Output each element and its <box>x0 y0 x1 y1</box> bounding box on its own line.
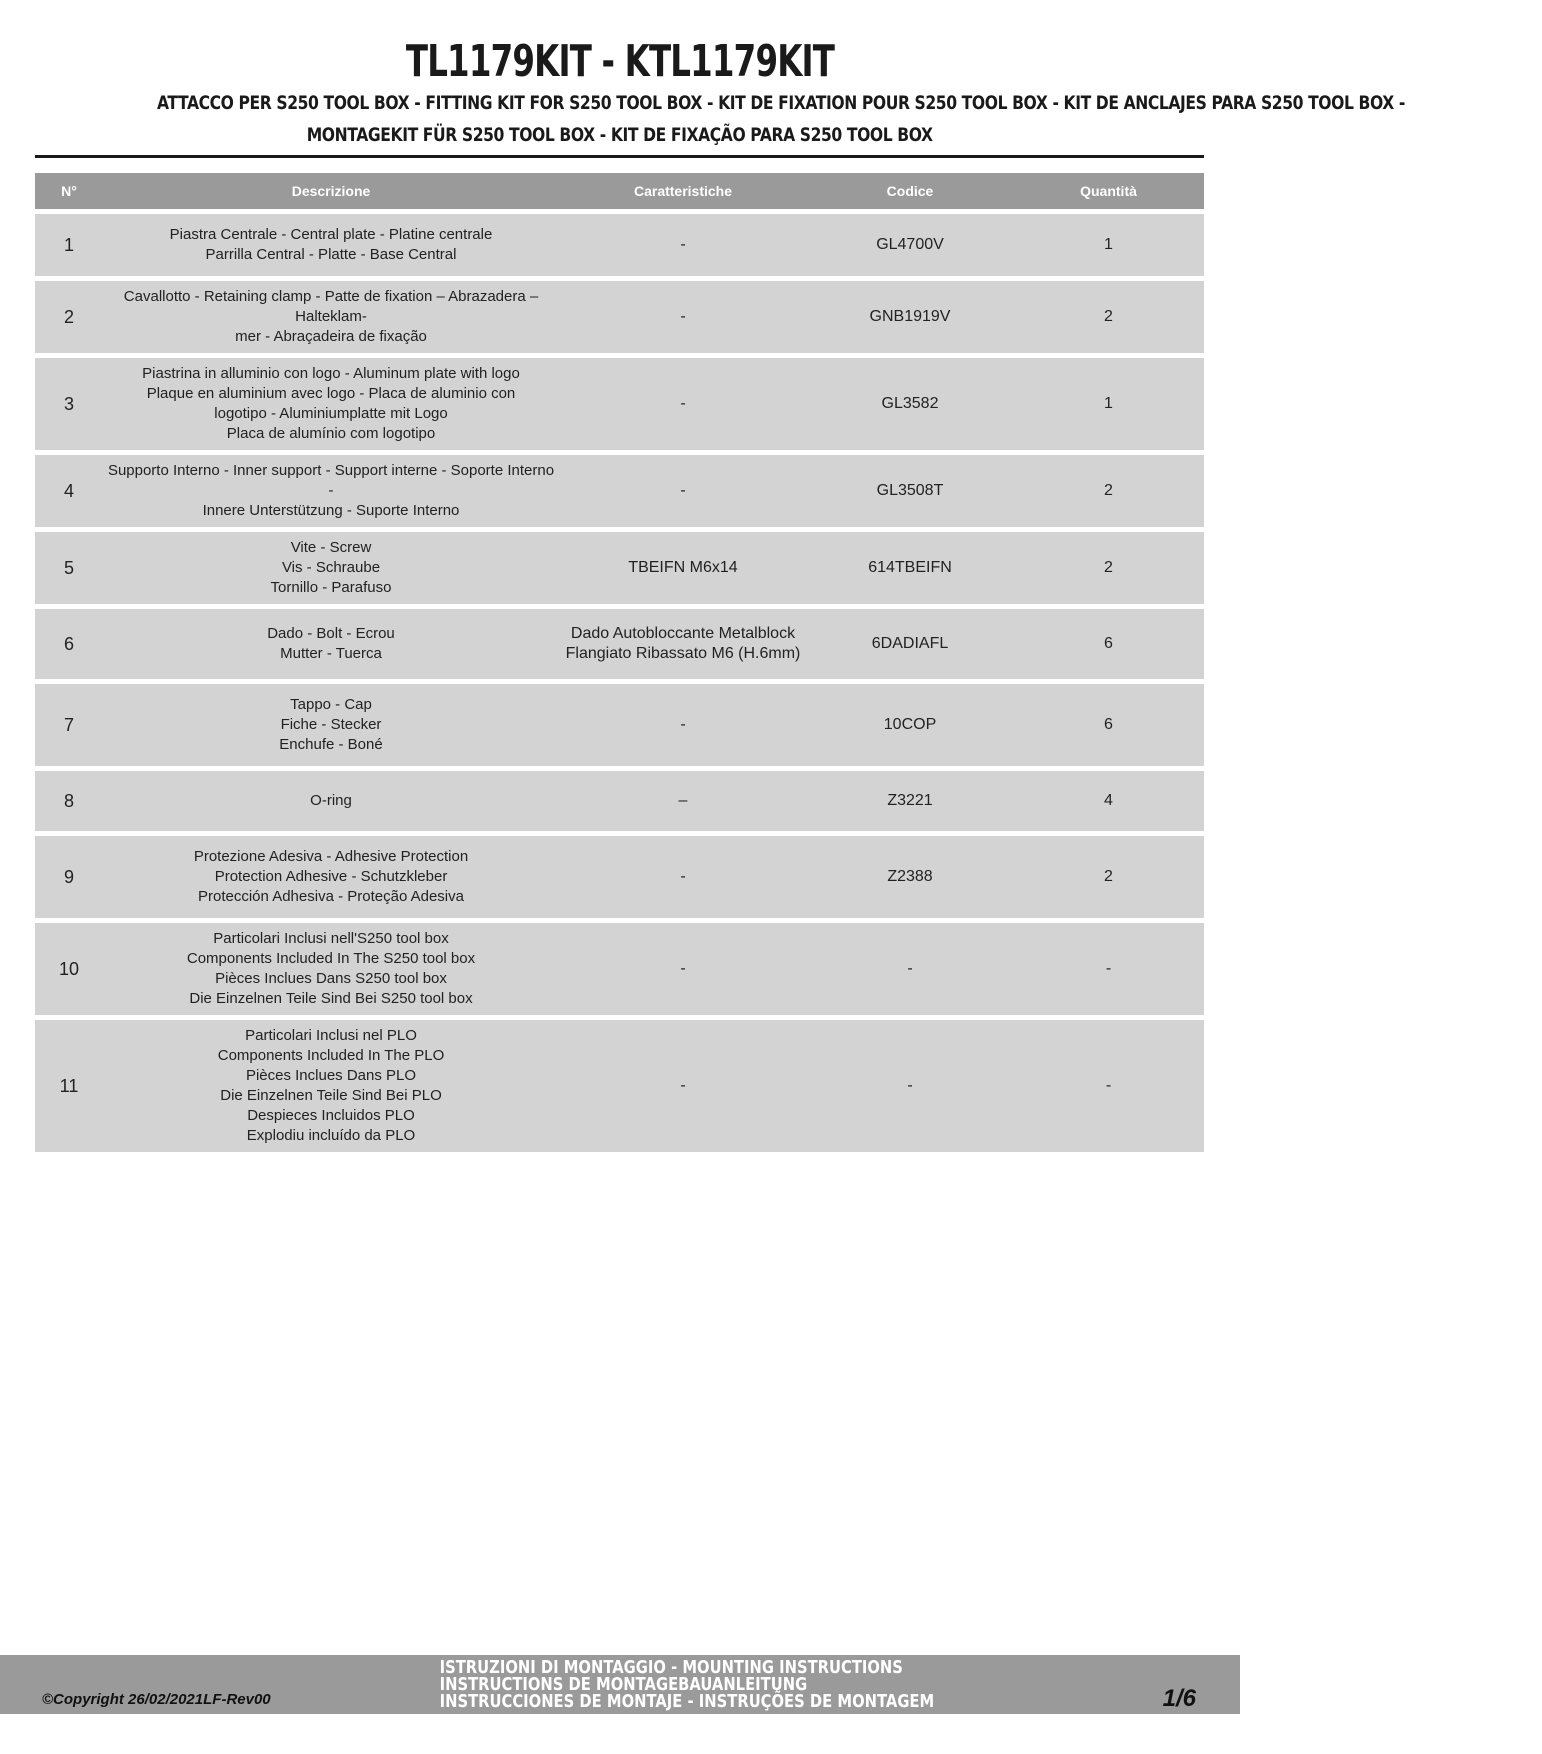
table-row <box>35 532 1204 604</box>
description-line: Innere Unterstützung - Suporte Interno <box>202 502 460 519</box>
row-description <box>103 923 559 1015</box>
row-quantity: 4 <box>1013 771 1204 831</box>
footer-line-3: INSTRUCCIONES DE MONTAJE - INSTRUÇÕES DE MONTAGEM <box>439 1691 935 1712</box>
features-line: TBEIFN M6x14 <box>628 559 738 576</box>
description-line: Die Einzelnen Teile Sind Bei S250 tool box <box>189 990 473 1007</box>
description-line: Protection Adhesive - Schutzkleber <box>214 868 448 885</box>
row-quantity: 2 <box>1013 836 1204 918</box>
row-number: 7 <box>35 684 103 766</box>
table-row <box>35 836 1204 918</box>
description-line: Parrilla Central - Platte - Base Central <box>205 246 457 263</box>
column-header-features: Caratteristiche <box>559 173 807 209</box>
row-code: 614TBEIFN <box>807 532 1013 604</box>
row-quantity: 2 <box>1013 532 1204 604</box>
column-header-number: N° <box>35 173 103 209</box>
description-line: Fiche - Stecker <box>280 716 382 733</box>
description-line: Protección Adhesiva - Proteção Adesiva <box>198 888 464 905</box>
description-line: Die Einzelnen Teile Sind Bei PLO <box>220 1087 442 1104</box>
row-quantity: 6 <box>1013 609 1204 679</box>
document-subtitle-line-1 <box>20 92 1405 114</box>
page-number: 1/6 <box>1162 1685 1196 1712</box>
row-features <box>559 609 807 679</box>
row-description <box>103 214 559 276</box>
description-line: Piastrina in alluminio con logo - Aluminum plate with logo <box>142 365 520 382</box>
row-number: 9 <box>35 836 103 918</box>
description-line: mer - Abraçadeira de fixação <box>235 328 427 345</box>
row-code: GL3508T <box>807 455 1013 527</box>
row-number: 6 <box>35 609 103 679</box>
description-line: Vite - Screw <box>290 539 372 556</box>
row-code: - <box>807 923 1013 1015</box>
row-number: 1 <box>35 214 103 276</box>
features-line: - <box>680 308 686 325</box>
table-row <box>35 455 1204 527</box>
description-line: Protezione Adesiva - Adhesive Protection <box>193 848 469 865</box>
table-row <box>35 923 1204 1015</box>
column-header-code: Codice <box>807 173 1013 209</box>
description-line: Components Included In The PLO <box>217 1047 445 1064</box>
row-code: Z2388 <box>807 836 1013 918</box>
description-line: Components Included In The S250 tool box <box>186 950 476 967</box>
row-features <box>559 358 807 450</box>
row-code: 10COP <box>807 684 1013 766</box>
features-line: - <box>680 868 686 885</box>
description-line: Enchufe - Boné <box>279 736 383 753</box>
description-line: Mutter - Tuerca <box>280 645 382 662</box>
row-code: Z3221 <box>807 771 1013 831</box>
row-number: 3 <box>35 358 103 450</box>
description-line: Placa de alumínio com logotipo <box>226 425 436 442</box>
row-features <box>559 214 807 276</box>
row-description <box>103 532 559 604</box>
row-features <box>559 684 807 766</box>
column-header-description: Descrizione <box>103 173 559 209</box>
description-line: logotipo - Aluminiumplatte mit Logo <box>214 405 448 422</box>
subtitle-line-2-text: MONTAGEKIT FÜR S250 TOOL BOX - KIT DE FIXAÇÃO PARA S250 TOOL BOX <box>307 124 933 146</box>
row-code: GL4700V <box>807 214 1013 276</box>
features-line: - <box>680 395 686 412</box>
features-line: - <box>680 716 686 733</box>
description-line: Cavallotto - Retaining clamp - Patte de fixation – Abrazadera – Halteklam- <box>123 288 539 325</box>
table-row <box>35 771 1204 831</box>
copyright-notice: ©Copyright 26/02/2021LF-Rev00 <box>42 1691 271 1708</box>
row-features <box>559 455 807 527</box>
description-line: Despieces Incluidos PLO <box>247 1107 415 1124</box>
description-line: O-ring <box>310 792 352 809</box>
document-subtitle-line-2 <box>20 124 1220 146</box>
table-row <box>35 609 1204 679</box>
row-number: 5 <box>35 532 103 604</box>
table-row <box>35 214 1204 276</box>
features-line: - <box>680 960 686 977</box>
row-quantity: 1 <box>1013 358 1204 450</box>
description-line: Pièces Inclues Dans PLO <box>245 1067 417 1084</box>
footer-line-1: ISTRUZIONI DI MONTAGGIO - MOUNTING INSTRUCTIONS <box>439 1657 903 1678</box>
row-code: GNB1919V <box>807 281 1013 353</box>
row-code: - <box>807 1020 1013 1152</box>
features-line: – <box>678 792 688 809</box>
row-description <box>103 836 559 918</box>
row-description <box>103 609 559 679</box>
row-description <box>103 1020 559 1152</box>
description-line: Explodiu incluído da PLO <box>246 1127 416 1144</box>
row-description <box>103 684 559 766</box>
row-description <box>103 771 559 831</box>
row-features <box>559 281 807 353</box>
row-number: 11 <box>35 1020 103 1152</box>
row-quantity: - <box>1013 923 1204 1015</box>
footer-instructions <box>400 1657 935 1712</box>
description-line: Vis - Schraube <box>281 559 381 576</box>
table-row <box>35 1020 1204 1152</box>
table-row <box>35 281 1204 353</box>
row-features <box>559 1020 807 1152</box>
features-line: Flangiato Ribassato M6 (H.6mm) <box>565 645 801 662</box>
table-header-row <box>35 173 1204 209</box>
footer-line-2: INSTRUCTIONS DE MONTAGEBAUANLEITUNG <box>439 1674 808 1695</box>
header-divider <box>35 155 1204 158</box>
document-title: TL1179KIT - KTL1179KIT <box>405 36 835 87</box>
features-line: - <box>680 236 686 253</box>
row-features <box>559 532 807 604</box>
description-line: Supporto Interno - Inner support - Support interne - Soporte Interno - <box>107 462 555 499</box>
description-line: Dado - Bolt - Ecrou <box>267 625 395 642</box>
row-features <box>559 923 807 1015</box>
row-quantity: 1 <box>1013 214 1204 276</box>
description-line: Piastra Centrale - Central plate - Platine centrale <box>169 226 493 243</box>
row-number: 2 <box>35 281 103 353</box>
features-line: Dado Autobloccante Metalblock <box>570 625 796 642</box>
row-description <box>103 358 559 450</box>
row-number: 4 <box>35 455 103 527</box>
column-header-quantity: Quantità <box>1013 173 1204 209</box>
row-quantity: 2 <box>1013 281 1204 353</box>
footer-bar <box>0 1655 1240 1714</box>
description-line: Tornillo - Parafuso <box>270 579 392 596</box>
row-description <box>103 281 559 353</box>
table-row <box>35 684 1204 766</box>
row-features <box>559 771 807 831</box>
row-code: GL3582 <box>807 358 1013 450</box>
row-quantity: - <box>1013 1020 1204 1152</box>
description-line: Tappo - Cap <box>290 696 372 713</box>
description-line: Particolari Inclusi nell'S250 tool box <box>213 930 449 947</box>
row-description <box>103 455 559 527</box>
parts-table <box>35 168 1204 1157</box>
subtitle-line-1-text: ATTACCO PER S250 TOOL BOX - FITTING KIT FOR S250 TOOL BOX - KIT DE FIXATION POUR S250 TOOL BOX - KIT DE ANCLAJES PARA S250 TOOL BOX - <box>156 92 1405 114</box>
table-body <box>35 214 1204 1152</box>
row-features <box>559 836 807 918</box>
row-quantity: 6 <box>1013 684 1204 766</box>
row-code: 6DADIAFL <box>807 609 1013 679</box>
description-line: Plaque en aluminium avec logo - Placa de aluminio con <box>146 385 516 402</box>
description-line: Pièces Inclues Dans S250 tool box <box>215 970 447 987</box>
features-line: - <box>680 1077 686 1094</box>
description-line: Particolari Inclusi nel PLO <box>245 1027 417 1044</box>
row-number: 8 <box>35 771 103 831</box>
row-quantity: 2 <box>1013 455 1204 527</box>
row-number: 10 <box>35 923 103 1015</box>
table-row <box>35 358 1204 450</box>
features-line: - <box>680 482 686 499</box>
